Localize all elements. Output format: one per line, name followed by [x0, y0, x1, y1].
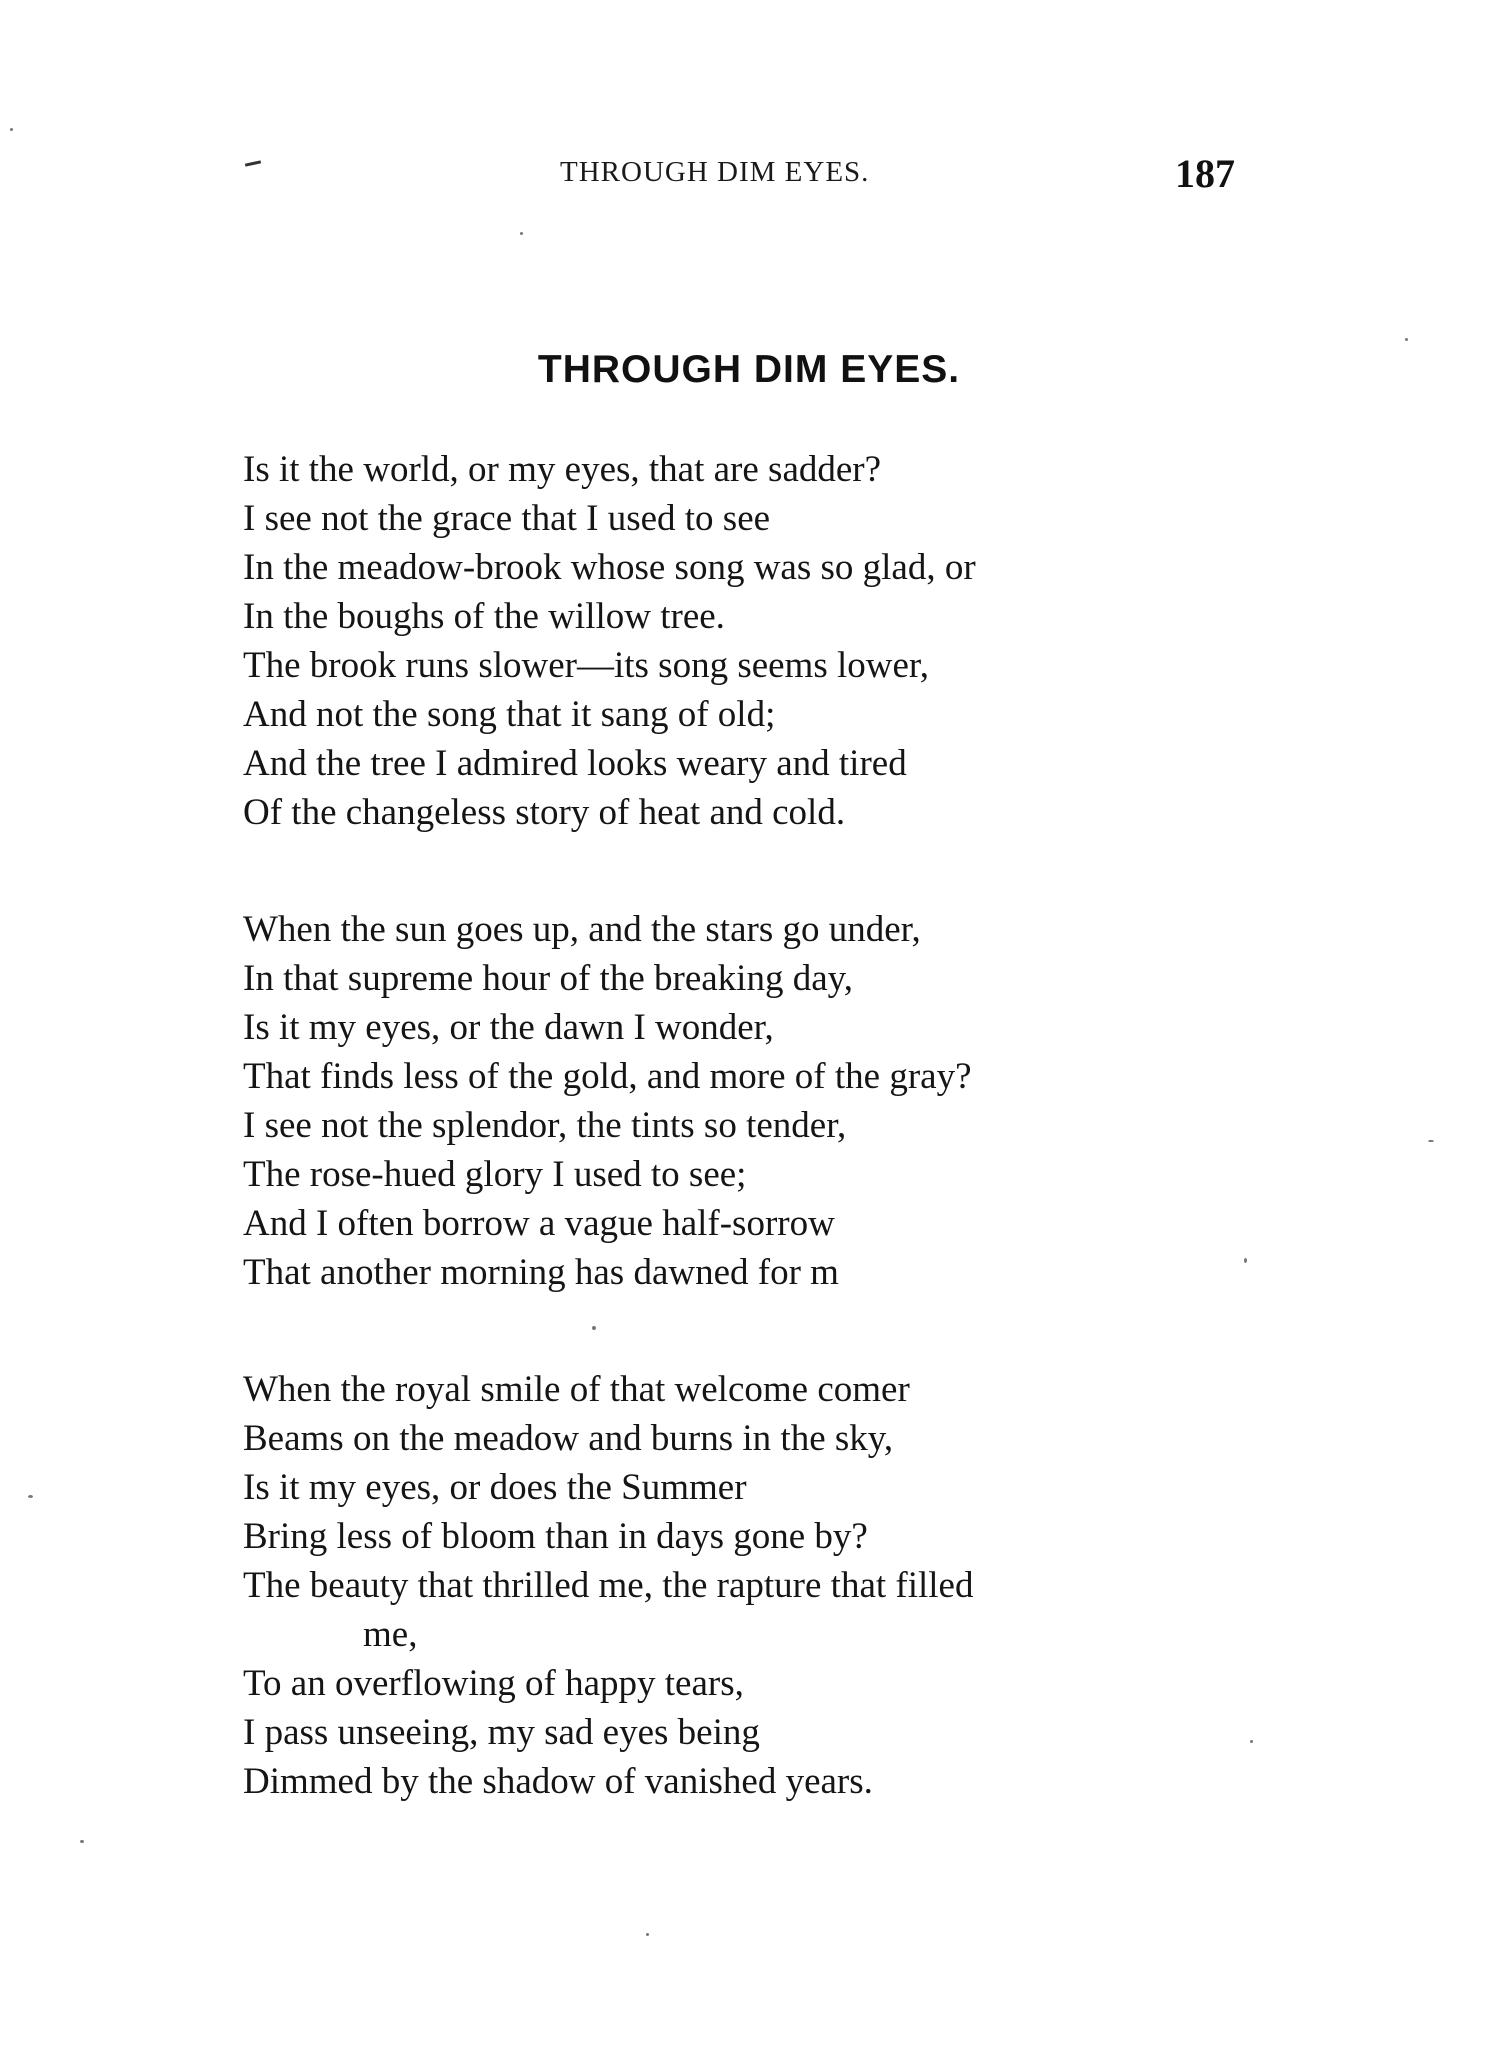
poem-line: The brook runs slower—its song seems lower, [243, 645, 929, 686]
page-number: 187 [1175, 151, 1235, 196]
stanza-1 [243, 445, 1353, 837]
poem-line: Is it my eyes, or the dawn I wonder, [243, 1007, 774, 1048]
paper-speck [1428, 1140, 1434, 1142]
paper-speck [592, 1326, 596, 1330]
poem-line: And the tree I admired looks weary and tired [243, 743, 907, 784]
poem-line: I see not the splendor, the tints so tender, [243, 1105, 847, 1146]
paper-speck [1405, 338, 1408, 341]
poem-title: THROUGH DIM EYES. [537, 348, 961, 391]
paper-speck [80, 1840, 84, 1843]
poem-line: When the royal smile of that welcome comer [243, 1369, 910, 1410]
paper-speck [1244, 1258, 1247, 1263]
stanza-3 [243, 1365, 1353, 1806]
poem-line: In the meadow-brook whose song was so glad, or [243, 547, 976, 588]
poem-line: And I often borrow a vague half-sorrow [243, 1203, 835, 1244]
poem-line: In that supreme hour of the breaking day, [243, 958, 853, 999]
poem-line: Bring less of bloom than in days gone by? [243, 1516, 868, 1557]
poem-body [243, 445, 1353, 1874]
running-head [0, 150, 1498, 200]
poem-line: I pass unseeing, my sad eyes being [243, 1712, 760, 1753]
poem-line: When the sun goes up, and the stars go under, [243, 909, 921, 950]
poem-line: In the boughs of the willow tree. [243, 596, 725, 637]
paper-speck [10, 128, 13, 131]
paper-speck [1250, 1740, 1253, 1743]
running-title: THROUGH DIM EYES. [560, 156, 870, 188]
paper-speck [646, 1933, 649, 1936]
poem-line: To an overflowing of happy tears, [243, 1663, 744, 1704]
poem-line: That finds less of the gold, and more of the gray? [243, 1056, 972, 1097]
poem-line: And not the song that it sang of old; [243, 694, 776, 735]
paper-speck [520, 232, 523, 235]
poem-line: Dimmed by the shadow of vanished years. [243, 1761, 873, 1802]
poem-line: Is it the world, or my eyes, that are sadder? [243, 449, 882, 490]
stanza-2 [243, 905, 1353, 1297]
poem-line: I see not the grace that I used to see [243, 498, 771, 539]
print-mark [245, 160, 261, 166]
poem-line: Is it my eyes, or does the Summer [243, 1467, 747, 1508]
poem-line: The beauty that thrilled me, the rapture that filled [243, 1565, 974, 1606]
poem-line: Of the changeless story of heat and cold. [243, 792, 846, 833]
paper-speck [28, 1495, 33, 1498]
poem-line: That another morning has dawned for m [243, 1252, 839, 1293]
poem-line: Beams on the meadow and burns in the sky, [243, 1418, 894, 1459]
poem-line: The rose-hued glory I used to see; [243, 1154, 747, 1195]
poem-line-continuation: me, [363, 1614, 418, 1655]
